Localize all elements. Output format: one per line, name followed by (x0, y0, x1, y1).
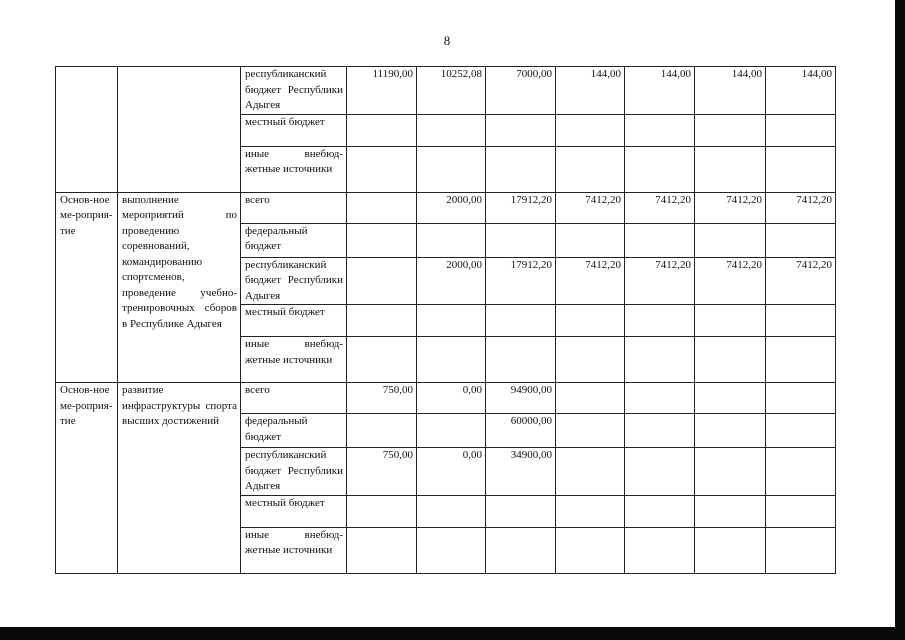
amount-cell: 0,00 (417, 383, 486, 414)
funding-source-cell: местный бюджет (241, 114, 347, 146)
amount-cell: 17912,20 (486, 192, 556, 223)
table-row (56, 67, 836, 115)
amount-cell (766, 146, 836, 192)
amount-cell: 7412,20 (766, 192, 836, 223)
amount-cell (556, 383, 625, 414)
measure-name-cell: выполнение мероприятий по проведению соревнований, командированию спортсменов, проведение учебно-тренировочных сборов в Республике Адыгея (118, 192, 241, 383)
amount-cell (556, 448, 625, 496)
amount-cell: 750,00 (347, 383, 417, 414)
amount-cell (347, 527, 417, 573)
amount-cell: 7412,20 (695, 192, 766, 223)
amount-cell (417, 223, 486, 257)
amount-cell: 60000,00 (486, 414, 556, 448)
funding-source-cell: республиканский бюджет Республики Адыгея (241, 67, 347, 115)
amount-cell (695, 305, 766, 337)
funding-source-cell: всего (241, 383, 347, 414)
amount-cell (347, 146, 417, 192)
amount-cell (417, 495, 486, 527)
measure-type-cell: Основ-ное ме-роприя-тие (56, 192, 118, 383)
measure-name-cell: развитие инфраструктуры спорта высших достижений (118, 383, 241, 574)
amount-cell: 7000,00 (486, 67, 556, 115)
amount-cell (695, 448, 766, 496)
amount-cell (556, 337, 625, 383)
amount-cell (695, 223, 766, 257)
amount-cell (625, 114, 695, 146)
funding-source-cell: иные внебюд-жетные источники (241, 146, 347, 192)
amount-cell (417, 527, 486, 573)
amount-cell (556, 223, 625, 257)
page-number: 8 (443, 33, 451, 48)
amount-cell: 7412,20 (695, 257, 766, 305)
scan-bottom-edge (0, 627, 905, 640)
amount-cell (625, 305, 695, 337)
amount-cell (347, 223, 417, 257)
table-row (56, 383, 836, 414)
amount-cell (486, 223, 556, 257)
amount-cell (486, 114, 556, 146)
table-body (56, 67, 836, 574)
amount-cell (486, 146, 556, 192)
amount-cell (556, 114, 625, 146)
amount-cell (417, 305, 486, 337)
amount-cell (766, 305, 836, 337)
amount-cell (766, 383, 836, 414)
amount-cell (556, 414, 625, 448)
amount-cell: 2000,00 (417, 257, 486, 305)
amount-cell: 7412,20 (766, 257, 836, 305)
amount-cell (486, 305, 556, 337)
scan-right-edge (895, 0, 905, 640)
amount-cell (625, 337, 695, 383)
funding-source-cell: всего (241, 192, 347, 223)
amount-cell (766, 414, 836, 448)
amount-cell (766, 114, 836, 146)
amount-cell (766, 337, 836, 383)
amount-cell (695, 414, 766, 448)
amount-cell (695, 337, 766, 383)
amount-cell (556, 305, 625, 337)
measure-type-cell (56, 67, 118, 193)
amount-cell: 144,00 (695, 67, 766, 115)
budget-table (55, 66, 836, 574)
amount-cell: 34900,00 (486, 448, 556, 496)
amount-cell (417, 337, 486, 383)
funding-source-cell: федеральный бюджет (241, 414, 347, 448)
amount-cell (695, 383, 766, 414)
amount-cell (486, 527, 556, 573)
amount-cell (766, 448, 836, 496)
amount-cell (347, 257, 417, 305)
amount-cell (556, 495, 625, 527)
amount-cell: 2000,00 (417, 192, 486, 223)
amount-cell: 7412,20 (556, 257, 625, 305)
amount-cell (625, 527, 695, 573)
amount-cell (556, 527, 625, 573)
table-row (56, 192, 836, 223)
amount-cell (347, 495, 417, 527)
funding-source-cell: федеральный бюджет (241, 223, 347, 257)
amount-cell (417, 414, 486, 448)
amount-cell (347, 114, 417, 146)
amount-cell (695, 114, 766, 146)
amount-cell: 7412,20 (625, 257, 695, 305)
amount-cell: 94900,00 (486, 383, 556, 414)
amount-cell: 11190,00 (347, 67, 417, 115)
amount-cell: 144,00 (766, 67, 836, 115)
amount-cell: 144,00 (556, 67, 625, 115)
amount-cell (625, 414, 695, 448)
measure-type-cell: Основ-ное ме-роприя-тие (56, 383, 118, 574)
measure-name-cell (118, 67, 241, 193)
amount-cell: 7412,20 (556, 192, 625, 223)
amount-cell (625, 495, 695, 527)
amount-cell (625, 448, 695, 496)
amount-cell: 0,00 (417, 448, 486, 496)
amount-cell (695, 527, 766, 573)
amount-cell: 144,00 (625, 67, 695, 115)
amount-cell (417, 146, 486, 192)
amount-cell (556, 146, 625, 192)
amount-cell (695, 495, 766, 527)
funding-source-cell: иные внебюд-жетные источники (241, 527, 347, 573)
amount-cell: 10252,08 (417, 67, 486, 115)
amount-cell (766, 223, 836, 257)
funding-source-cell: местный бюджет (241, 305, 347, 337)
amount-cell: 750,00 (347, 448, 417, 496)
amount-cell (347, 337, 417, 383)
amount-cell (625, 383, 695, 414)
amount-cell (766, 527, 836, 573)
funding-source-cell: местный бюджет (241, 495, 347, 527)
funding-source-cell: республиканский бюджет Республики Адыгея (241, 448, 347, 496)
amount-cell: 7412,20 (625, 192, 695, 223)
amount-cell (347, 192, 417, 223)
amount-cell (486, 337, 556, 383)
amount-cell (766, 495, 836, 527)
amount-cell (695, 146, 766, 192)
funding-source-cell: иные внебюд-жетные источники (241, 337, 347, 383)
funding-source-cell: республиканский бюджет Республики Адыгея (241, 257, 347, 305)
amount-cell (417, 114, 486, 146)
amount-cell (347, 305, 417, 337)
amount-cell (347, 414, 417, 448)
amount-cell (486, 495, 556, 527)
amount-cell (625, 146, 695, 192)
amount-cell (625, 223, 695, 257)
amount-cell: 17912,20 (486, 257, 556, 305)
